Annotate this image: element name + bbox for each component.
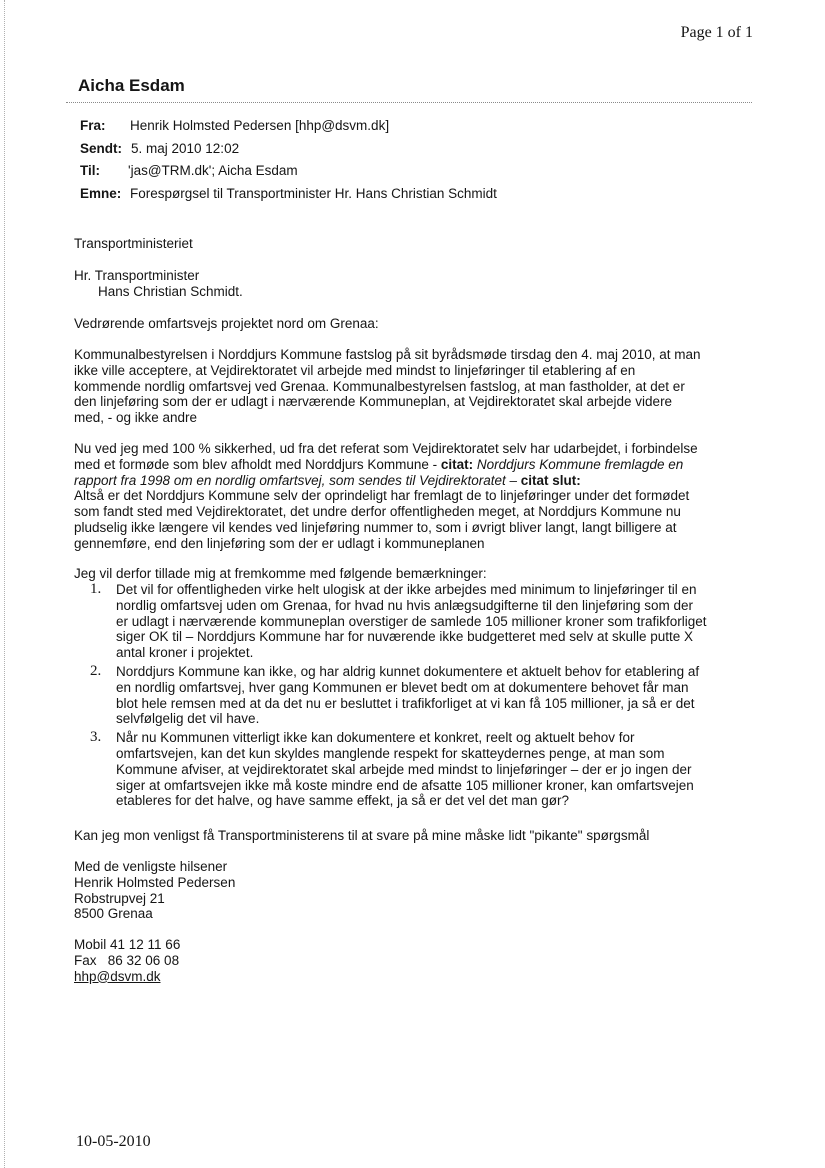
remark-line: en nordlig omfartsvej, hver gang Kommunen er blevet bedt om at dokumentere behovet får man	[116, 679, 689, 695]
paragraph-line: kommende nordlig omfartsvej ved Grenaa. Kommunalbestyrelsen fastslog, at man fastholder, at det er	[74, 378, 685, 394]
signature-fax: Fax 86 32 06 08	[74, 952, 180, 968]
remarks-list	[74, 582, 734, 809]
remark-line: etableres for det halve, og have samme effekt, ja så er det vel det man gør?	[116, 793, 569, 809]
remark-number: 2.	[90, 662, 102, 679]
signature-street: Robstrupvej 21	[74, 890, 165, 906]
citation-start-label: citat:	[440, 456, 474, 472]
subject-value: Forespørgsel til Transportminister Hr. Hans Christian Schmidt	[130, 186, 497, 201]
remark-line: er udlagt i nærværende kommuneplan overstiger de samlede 105 millioner kroner som trafikforliget	[116, 613, 707, 629]
citation-end-label: citat slut:	[520, 472, 581, 488]
question-line: Kan jeg mon venligst få Transportministerens til at svare på mine måske lidt "pikante" spørgsmål	[74, 828, 650, 843]
header-divider	[66, 102, 752, 103]
paragraph-line: Altså er det Norddjurs Kommune selv der oprindeligt har fremlagt de to linjeføringer under det formødet	[74, 488, 690, 504]
paragraph-line: med, - og ikke andre	[74, 410, 198, 426]
remark-line: Når nu Kommunen vitterligt ikke kan dokumentere et konkret, reelt og aktuelt behov for	[116, 730, 635, 746]
signature-mobile: Mobil 41 12 11 66	[74, 937, 181, 952]
remark-line: antal kroner i projektet.	[116, 645, 254, 661]
remark-item	[74, 664, 734, 727]
remark-line: Det vil for offentligheden virke helt ulogisk at der ikke arbejdes med minimum to linjeføringer til en	[116, 582, 697, 597]
recipient-title: Hr. Transportminister	[74, 268, 200, 283]
recipient-name: Hans Christian Schmidt.	[98, 284, 243, 299]
subject-label: Emne:	[80, 186, 122, 201]
paragraph-1	[74, 347, 764, 426]
paragraph-line: som fandt sted med Vejdirektoratet, det undre derfor offentligheden meget, at Norddjurs Kommune nu	[74, 504, 681, 520]
regarding-line: Vedrørende omfartsvejs projektet nord om Grenaa:	[74, 316, 379, 331]
remark-line: selvfølgelig det vil have.	[116, 711, 260, 727]
paragraph-line: gennemføre, end den linjeføring som der er udlagt i kommuneplanen	[74, 535, 485, 551]
remark-line: siger OK til – Norddjurs Kommune har for nuværende ikke budgetteret med selv at skulle putte X	[116, 629, 694, 645]
paragraph-line: den linjeføring som der er udlagt i nærværende Kommuneplan, at Vejdirektoratet skal arbejde videre	[74, 394, 673, 410]
page-number: Page 1 of 1	[680, 24, 753, 41]
sent-label: Sendt:	[80, 141, 122, 156]
recipient-org: Transportministeriet	[74, 236, 193, 251]
from-row	[80, 117, 389, 135]
citation-text: rapport fra 1998 om en nordlig omfartsvej, som sendes til Vejdirektoratet –	[74, 472, 521, 488]
paragraph-line: Nu ved jeg med 100 % sikkerhed, ud fra det referat som Vejdirektoratet selv har udarbejdet, i forbindelse	[74, 441, 698, 456]
closing-line: Med de venligste hilsener	[74, 859, 228, 874]
remark-line: siger at omfartsvejen ikke må koste mindre end de afsatte 105 millioner kroner, kan omfartsvejen	[116, 777, 694, 793]
remark-item	[74, 582, 734, 661]
remark-line: nordlig omfartsvej uden om Grenaa, for hvad nu hvis anlægsudgifterne til den linjeføring som der	[116, 597, 694, 613]
scan-edge-line	[4, 0, 5, 1168]
signature-city: 8500 Grenaa	[74, 906, 153, 922]
sent-row	[80, 140, 239, 158]
citation-text: Norddjurs Kommune fremlagde en	[473, 456, 684, 472]
signature-email-link[interactable]: hhp@dsvm.dk	[74, 968, 161, 984]
remark-line: Kommune afviser, at vejdirektoratet skal arbejde med mindst to linjeføringer – der er jo ingen der	[116, 761, 692, 777]
paragraph-line	[74, 457, 764, 473]
paragraph-line: ikke ville acceptere, at Vejdirektoratet vil arbejde med mindst to linjeføringer til etablering af en	[74, 362, 636, 378]
paragraph-line: pludselig ikke længere vil kendes ved linjeføring nummer to, som i øvrigt bliver langt, langt billigere at	[74, 519, 677, 535]
paragraph-text: med et formøde som blev afholdt med Norddjurs Kommune -	[74, 456, 441, 472]
remark-line: blot hele remsen med at da det nu er besluttet i trafikforliget at vi kan få 105 millioner, ja så er det	[116, 695, 695, 711]
from-label: Fra:	[80, 118, 106, 133]
remark-number: 3.	[90, 729, 102, 746]
print-date: 10-05-2010	[76, 1133, 151, 1150]
from-value: Henrik Holmsted Pedersen [hhp@dsvm.dk]	[130, 118, 390, 133]
paragraph-line: Kommunalbestyrelsen i Norddjurs Kommune fastslog på sit byrådsmøde tirsdag den 4. maj 2010, at man	[74, 347, 701, 362]
paragraph-line	[74, 473, 764, 489]
contact-block	[74, 937, 764, 984]
mailbox-owner-name: Aicha Esdam	[78, 76, 185, 95]
to-row	[80, 162, 298, 180]
signature-block	[74, 859, 764, 922]
remark-line: omfartsvejen, kan det kun skyldes manglende respekt for skatteydernes penge, at man som	[116, 745, 665, 761]
signature-name: Henrik Holmsted Pedersen	[74, 874, 236, 890]
paragraph-2	[74, 441, 764, 552]
sent-value: 5. maj 2010 12:02	[131, 141, 240, 156]
remark-line: Norddjurs Kommune kan ikke, og har aldrig kunnet dokumentere et aktuelt behov for etablering af	[116, 663, 700, 679]
remark-item	[74, 730, 734, 809]
remark-number: 1.	[90, 581, 102, 597]
subject-row	[80, 185, 497, 203]
remarks-intro: Jeg vil derfor tillade mig at fremkomme med følgende bemærkninger:	[74, 566, 487, 581]
to-value: 'jas@TRM.dk'; Aicha Esdam	[128, 163, 298, 178]
to-label: Til:	[80, 163, 100, 178]
